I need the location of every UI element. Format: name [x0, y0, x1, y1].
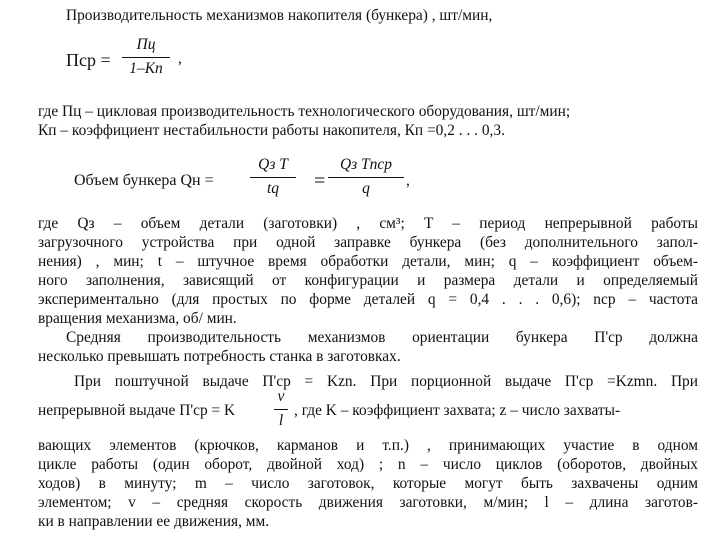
- formula1-lhs: Пср =: [66, 50, 111, 70]
- para3-line-2-before: непрерывной выдаче П'ср = K: [38, 402, 236, 419]
- para3-numerator: v: [277, 388, 285, 405]
- formula2-f1-denominator: tq: [266, 180, 280, 197]
- formula2-fraction-2: [328, 156, 404, 198]
- para3-line-2-after: , где K – коэффициент захвата; z – число захваты-: [294, 402, 621, 419]
- formula2-f2-numerator: Qз Tnср: [339, 156, 393, 173]
- fraction-bar: [122, 57, 170, 58]
- formula2-tail: ,: [406, 172, 410, 189]
- where2-line-6: вращения механизма, об/ мин.: [38, 310, 237, 327]
- where2-line-3: нения) , мин; t – штучное время обработки детали, мин; q – коэффициент объем-: [38, 253, 698, 270]
- para3-line-3: вающих элементов (крючков, карманов и т.п.) , принимающих участие в одном: [38, 437, 698, 454]
- para3-fraction: [274, 388, 288, 430]
- where2-line-1: где Qз – объем детали (заготовки) , см³; T – период непрерывной работы: [38, 215, 698, 232]
- page-title: Производительность механизмов накопителя (бункера) , шт/мин,: [66, 7, 493, 24]
- formula1-numerator: Пц: [136, 36, 156, 53]
- para3-line-4: цикле работы (один оборот, двойной ход) ; n – число циклов (оборотов, двойных: [38, 456, 698, 473]
- para3-line-6: элементом; v – средняя скорость движения заготовки, м/мин; l – длина заготов-: [38, 494, 698, 511]
- fraction-bar: [274, 409, 288, 410]
- fraction-bar: [328, 177, 404, 178]
- para2-line-2: несколько превышать потребность станка в заготовках.: [38, 348, 401, 365]
- formula2-label: Объем бункера Qн =: [74, 172, 214, 189]
- para3-line-7: ки в направлении ее движения, мм.: [38, 513, 270, 530]
- where2-line-4: ного заполнения, зависящий от конфигурации и размера детали и определяемый: [38, 272, 698, 289]
- where2-line-2: загрузочного устройства при одной заправке бункера (без дополнительного запол-: [38, 234, 698, 251]
- formula2-equals: =: [314, 170, 326, 192]
- formula1-tail: ,: [178, 50, 182, 67]
- formula1-denominator: 1–Кп: [129, 60, 163, 77]
- where2-line-5: экспериментально (для простых по форме деталей q = 0,4 . . . 0,6); nср – частота: [38, 291, 698, 308]
- where1-line-2: Кп – коэффициент нестабильности работы накопителя, Кп =0,2 . . . 0,3.: [38, 122, 505, 139]
- formula1-fraction: [122, 36, 170, 78]
- formula2-f2-denominator: q: [362, 180, 370, 197]
- para3-line-1: При поштучной выдаче П'ср = Kzn. При порционной выдаче П'ср =Kzmn. При: [74, 373, 698, 390]
- fraction-bar: [250, 177, 296, 178]
- formula2-fraction-1: [250, 156, 296, 198]
- where1-line-1: где Пц – цикловая производительность технологического оборудования, шт/мин;: [38, 103, 571, 120]
- para3-line-5: ходов) в минуту; m – число заготовок, которые могут быть захвачены одним: [38, 475, 698, 492]
- para3-denominator: l: [278, 412, 284, 429]
- formula2-f1-numerator: Qз T: [258, 156, 288, 173]
- para2-line-1: Средняя производительность механизмов ориентации бункера П'ср должна: [66, 329, 698, 346]
